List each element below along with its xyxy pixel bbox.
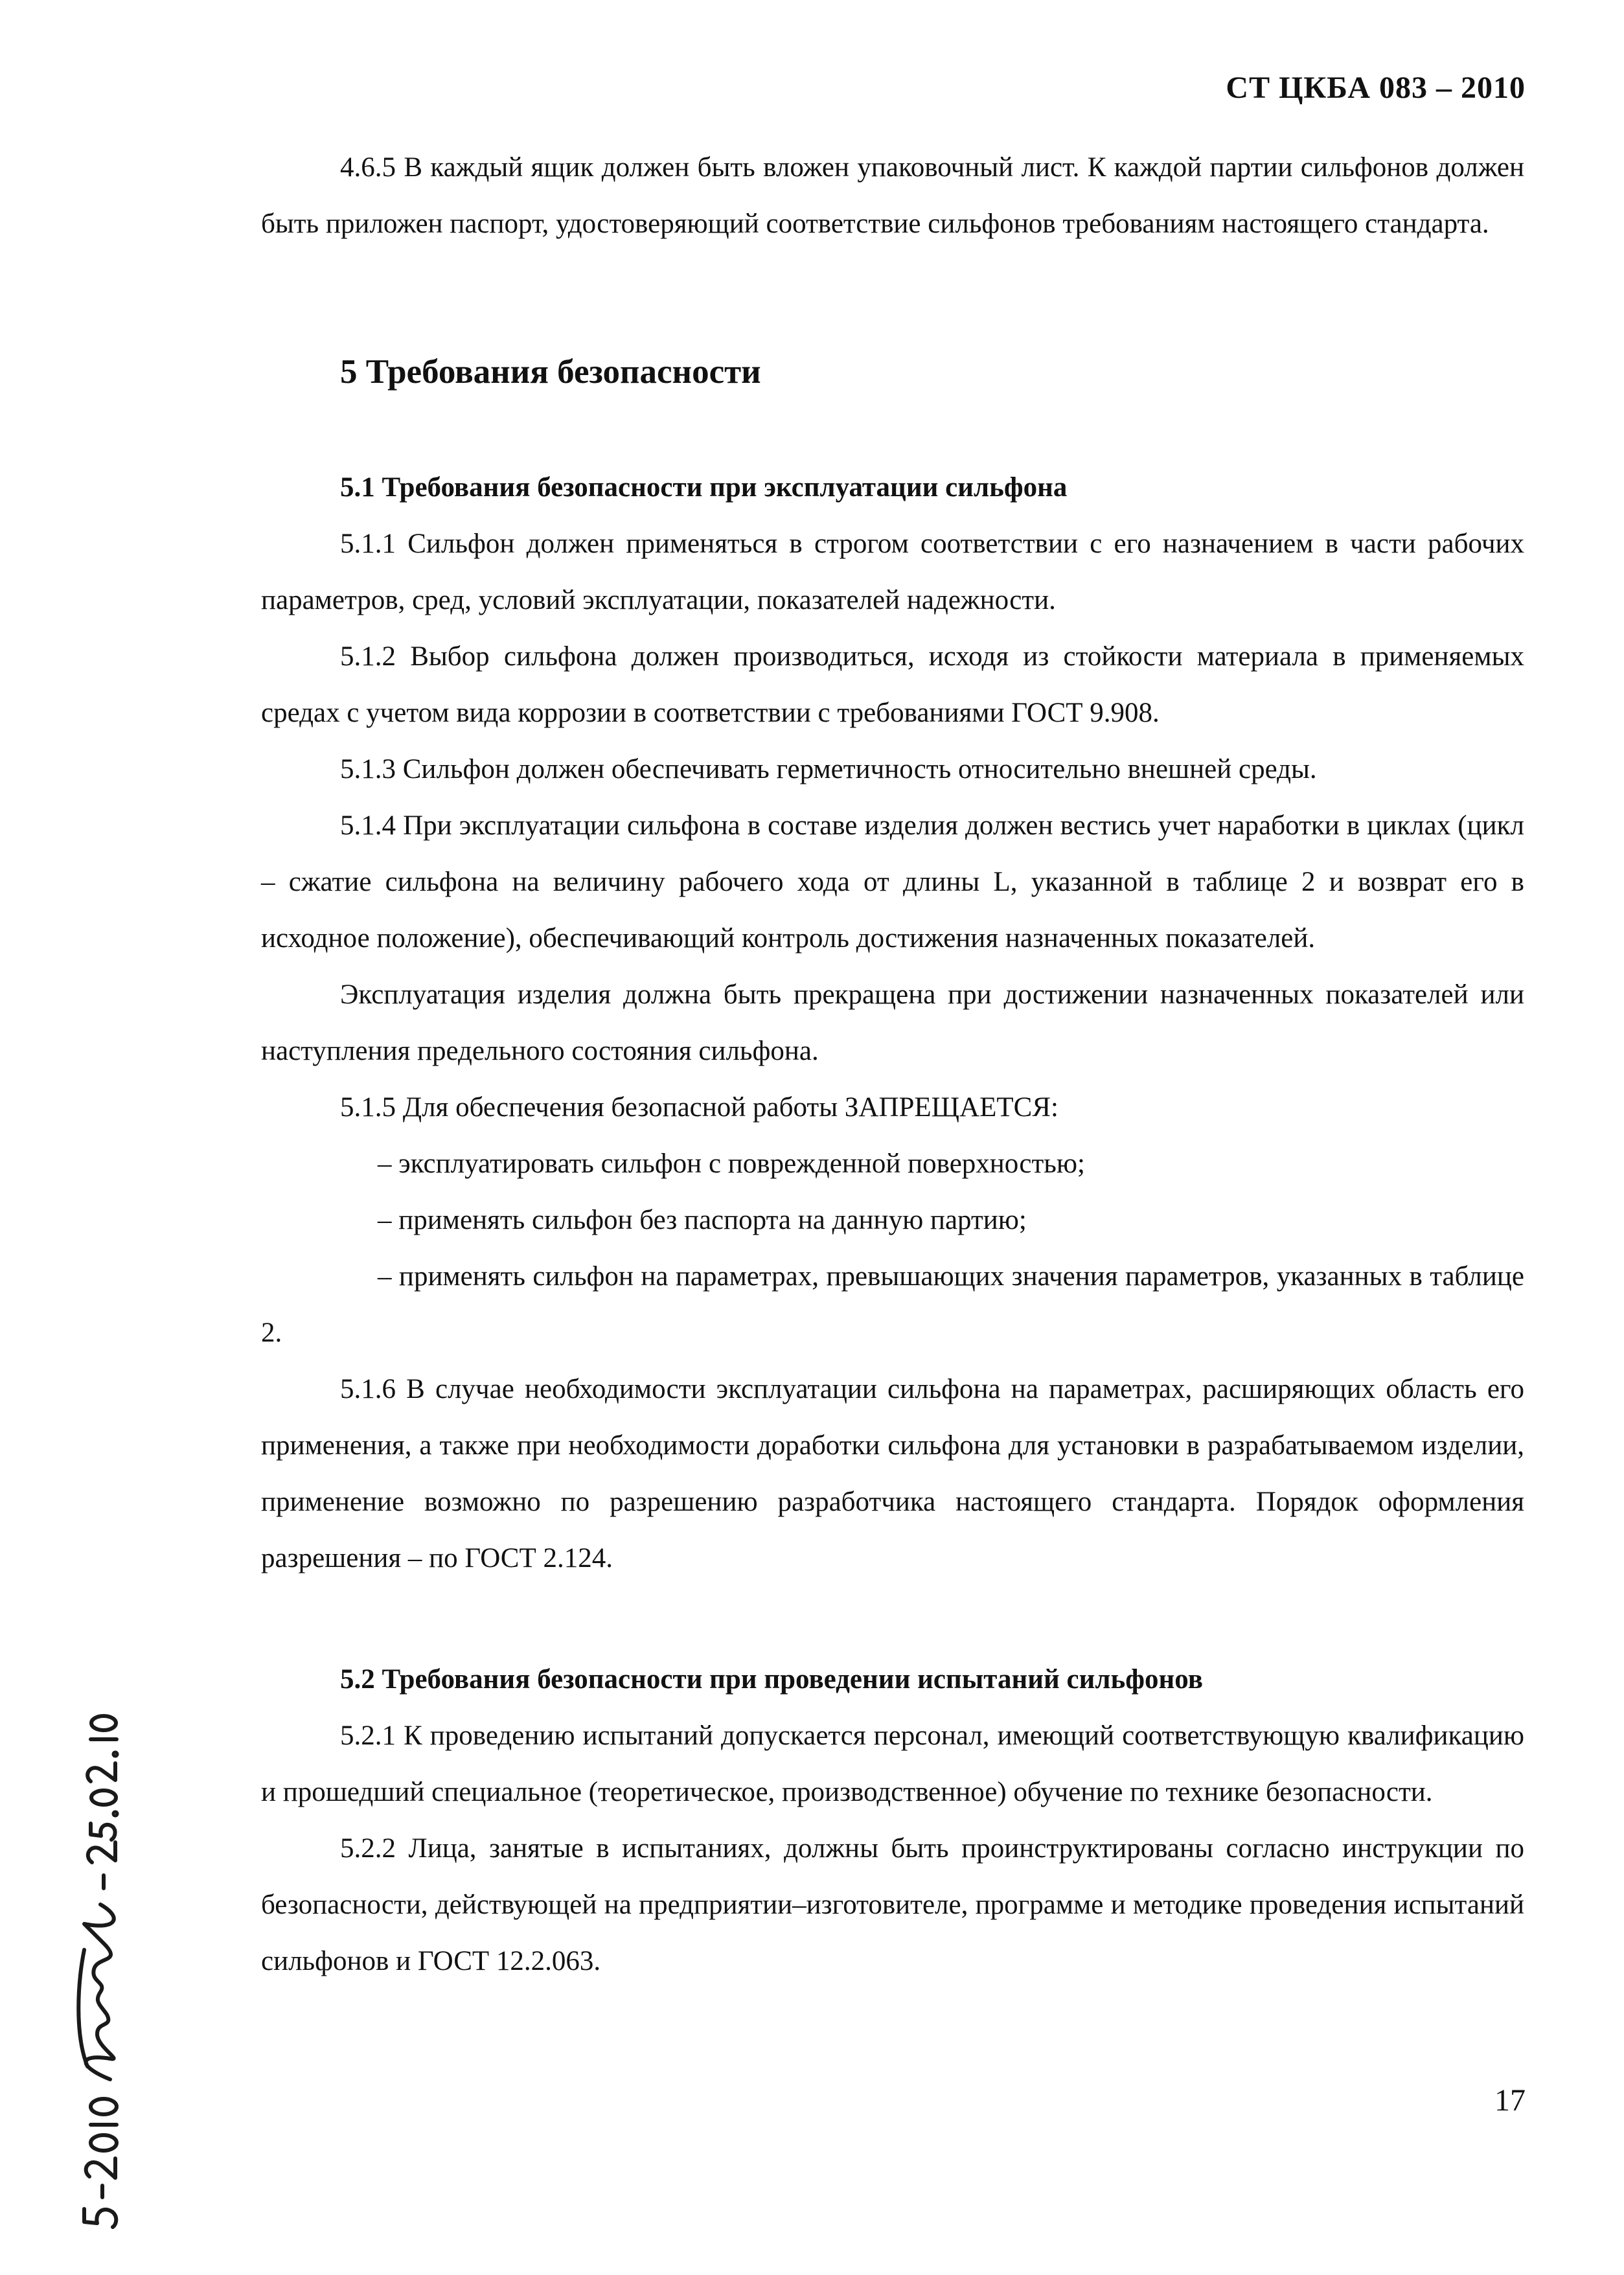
- document-code-header: СТ ЦКБА 083 – 2010: [1226, 71, 1526, 105]
- page-body: [261, 139, 1524, 1989]
- paragraph-5-1-3: 5.1.3 Сильфон должен обеспечивать герметичность относительно внешней среды.: [340, 754, 1317, 784]
- paragraph-5-1-2: 5.1.2 Выбор сильфона должен производиться, исходя из стойкости материала в применяемых средах с учетом вида коррозии в соответствии с требованиями ГОСТ 9.908.: [261, 641, 1524, 728]
- section-5-title: 5 Требования безопасности: [340, 353, 761, 391]
- subsection-5-2-title: 5.2 Требования безопасности при проведении испытаний сильфонов: [340, 1664, 1203, 1695]
- paragraph-5-1-4-continued: Эксплуатация изделия должна быть прекращена при достижении назначенных показателей или наступления предельного состояния сильфона.: [261, 979, 1524, 1066]
- paragraph-5-2-1: 5.2.1 К проведению испытаний допускается персонал, имеющий соответствующую квалификацию и прошедший специальное (теоретическое, производственное) обучение по технике безопасности.: [261, 1721, 1524, 1807]
- handwritten-signature-stamp: [39, 1658, 143, 2235]
- paragraph-4-6-5: 4.6.5 В каждый ящик должен быть вложен упаковочный лист. К каждой партии сильфонов должен быть приложен паспорт, удостоверяющий соответствие сильфонов требованиям настоящего стандарта.: [261, 152, 1524, 239]
- paragraph-5-1-5: 5.1.5 Для обеспечения безопасной работы ЗАПРЕЩАЕТСЯ:: [340, 1092, 1058, 1123]
- prohibition-item-1: – эксплуатировать сильфон с поврежденной поверхностью;: [378, 1149, 1085, 1179]
- page-number: 17: [1494, 2083, 1526, 2118]
- paragraph-5-2-2: 5.2.2 Лица, занятые в испытаниях, должны быть проинструктированы согласно инструкции по безопасности, действующей на предприятии–изготовителе, программе и методике проведения испытаний сильфонов и ГОСТ 12.2.063.: [261, 1833, 1524, 1976]
- paragraph-5-1-1: 5.1.1 Сильфон должен применяться в строгом соответствии с его назначением в части рабочих параметров, сред, условий эксплуатации, показателей надежности.: [261, 529, 1524, 615]
- subsection-5-1-title: 5.1 Требования безопасности при эксплуатации сильфона: [340, 472, 1068, 503]
- prohibition-item-2: – применять сильфон без паспорта на данную партию;: [378, 1205, 1027, 1235]
- paragraph-5-1-6: 5.1.6 В случае необходимости эксплуатации сильфона на параметрах, расширяющих область его применения, а также при необходимости доработки сильфона для установки в разрабатываемом изделии, применение возможно по разрешению разработчика настоящего стандарта. Порядок оформления разрешения – по ГОСТ 2.124.: [261, 1374, 1524, 1573]
- prohibition-item-3: – применять сильфон на параметрах, превышающих значения параметров, указанных в таблице 2.: [261, 1261, 1524, 1348]
- paragraph-5-1-4: 5.1.4 При эксплуатации сильфона в составе изделия должен вестись учет наработки в циклах (цикл – сжатие сильфона на величину рабочего хода от длины L, указанной в таблице 2 и возврат его в исходное положение), обеспечивающий контроль достижения назначенных показателей.: [261, 810, 1524, 954]
